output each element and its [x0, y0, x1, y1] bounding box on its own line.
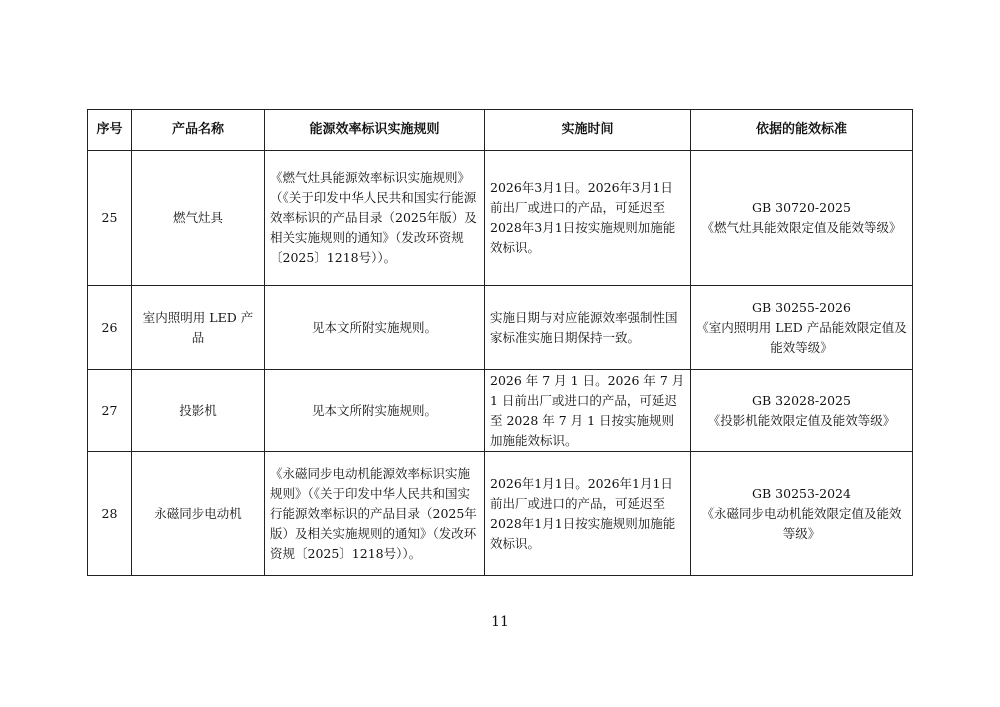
table-row	[88, 370, 913, 452]
standard-code: GB 30720-2025	[752, 200, 851, 215]
table-row	[88, 151, 913, 286]
standard-code: GB 32028-2025	[752, 392, 851, 408]
row-product: 燃气灶具	[132, 151, 265, 286]
row-rule: 《永磁同步电动机能源效率标识实施规则》（《关于印发中华人民共和国实行能源效率标识的产品目录（2025年版）及相关实施规则的通知》（发改环资规〔2025〕1218号））。	[265, 452, 485, 576]
row-standard	[691, 452, 913, 576]
standard-name: 《室内照明用 LED 产品能效限定值及能效等级》	[696, 319, 907, 355]
header-standard: 依据的能效标准	[691, 110, 913, 151]
row-product: 室内照明用 LED 产品	[132, 286, 265, 370]
header-rule: 能源效率标识实施规则	[265, 110, 485, 151]
row-no: 26	[88, 286, 132, 370]
row-no: 25	[88, 151, 132, 286]
standard-code: GB 30255-2026	[752, 299, 851, 315]
row-standard	[691, 370, 913, 452]
row-rule: 见本文所附实施规则。	[265, 370, 485, 452]
table-header-row	[88, 110, 913, 151]
standard-name: 《永磁同步电动机能效限定值及能效等级》	[701, 505, 902, 541]
header-no: 序号	[88, 110, 132, 151]
row-no: 28	[88, 452, 132, 576]
standard-name: 《燃气灶具能效限定值及能效等级》	[701, 220, 902, 235]
row-standard	[691, 151, 913, 286]
page-number: 11	[491, 614, 509, 630]
row-standard	[691, 286, 913, 370]
row-time: 2026年1月1日。2026年1月1日前出厂或进口的产品，可延迟至2028年1月1日按实施规则加施能效标识。	[485, 452, 691, 576]
row-product: 投影机	[132, 370, 265, 452]
header-product: 产品名称	[132, 110, 265, 151]
row-time: 2026年3月1日。2026年3月1日前出厂或进口的产品，可延迟至2028年3月1日按实施规则加施能效标识。	[485, 151, 691, 286]
standard-name: 《投影机能效限定值及能效等级》	[707, 412, 896, 428]
header-time: 实施时间	[485, 110, 691, 151]
energy-label-table	[87, 109, 913, 576]
row-product: 永磁同步电动机	[132, 452, 265, 576]
row-time: 实施日期与对应能源效率强制性国家标准实施日期保持一致。	[485, 286, 691, 370]
row-rule: 见本文所附实施规则。	[265, 286, 485, 370]
row-time: 2026 年 7 月 1 日。2026 年 7 月 1 日前出厂或进口的产品，可延迟至 2028 年 7 月 1 日按实施规则加施能效标识。	[485, 370, 691, 452]
table-row	[88, 452, 913, 576]
row-rule: 《燃气灶具能源效率标识实施规则》（《关于印发中华人民共和国实行能源效率标识的产品目录（2025年版）及相关实施规则的通知》（发改环资规〔2025〕1218号））。	[265, 151, 485, 286]
standard-code: GB 30253-2024	[752, 485, 851, 501]
table-row	[88, 286, 913, 370]
row-no: 27	[88, 370, 132, 452]
